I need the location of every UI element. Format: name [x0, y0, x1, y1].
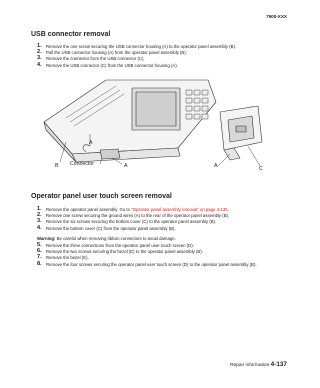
panel-steps-list-continued [37, 243, 277, 268]
step-text: Remove the six screws securing the bottom cover (C) to the operator panel assembly (B). [46, 219, 217, 225]
usb-step-4 [37, 63, 277, 69]
warning-note [37, 236, 277, 242]
step-text: Remove the connector from the USB connector (C). [46, 56, 145, 62]
step-number: 5. [37, 242, 42, 248]
model-number: 7500-XXX [266, 14, 287, 19]
usb-housing [100, 149, 120, 159]
step-number: 2. [37, 212, 42, 219]
step-number: 1. [37, 206, 42, 212]
step-text-lead: Remove the operator panel assembly. Go to [46, 207, 132, 212]
usb-step-1 [37, 44, 277, 50]
step-number: 6. [37, 248, 42, 255]
warning-label: Warning: [37, 236, 56, 241]
panel-step-4 [37, 226, 277, 232]
usb-steps-list [37, 44, 277, 69]
label-b: B [55, 163, 59, 169]
step-text: Remove the two screws securing the bezel (E) to the operator panel assembly (B). [46, 249, 203, 255]
label-a-mid: A [124, 163, 128, 169]
step-text: Remove the three connections from the operator panel user touch screen (D). [46, 243, 194, 248]
usb-connector [236, 126, 246, 132]
page-reference-link[interactable]: "Operator panel assembly removal" on page 4-136 [131, 207, 228, 212]
panel-step-7 [37, 255, 277, 261]
page-number: 4-137 [270, 361, 287, 368]
panel-step-8 [37, 262, 277, 268]
step-number: 4. [37, 61, 42, 68]
usb-section-title: USB connector removal [31, 31, 111, 38]
step-number: 3. [37, 55, 42, 62]
step-text: Pull the USB connector housing (A) from the operator panel assembly (B). [46, 50, 187, 56]
usb-connector-figure [30, 72, 270, 182]
step-number: 1. [37, 43, 42, 49]
step-text: Remove the bottom cover (C) from the operator panel assembly (B). [46, 225, 176, 231]
usb-step-3 [37, 56, 277, 62]
panel-step-1 [37, 207, 277, 213]
label-a-right: A [214, 163, 218, 169]
label-a-left: A [89, 140, 93, 146]
step-text: Remove the USB connector (C) from the USB connector housing (A). [46, 62, 178, 68]
label-c: C [259, 166, 263, 172]
panel-step-5 [37, 243, 277, 249]
step-number: 2. [37, 49, 42, 56]
usb-connector-tab [224, 148, 240, 160]
panel-steps-list [37, 207, 277, 232]
step-number: 4. [37, 224, 42, 231]
step-text: Remove the four screws securing the operator panel user touch screen (D) to the operator panel assembly (B). [46, 261, 257, 267]
step-text: Remove one screw securing the ground wires (A) to the rear of the operator panel assembly (B). [46, 213, 230, 219]
usb-step-2 [37, 50, 277, 56]
operator-panel-illustration [30, 72, 270, 182]
warning-text: Be careful when removing ribbon connectors to avoid damage. [55, 236, 176, 241]
step-text-suffix: . [227, 207, 229, 212]
step-number: 7. [37, 254, 42, 261]
step-number: 8. [37, 260, 42, 267]
step-text: Remove the one screw securing the USB connector housing (A) to the operator panel assembly (B). [46, 44, 237, 49]
footer-section: Repair information [230, 363, 270, 368]
panel-section-title: Operator panel user touch screen removal [31, 193, 172, 200]
panel-step-3 [37, 219, 277, 225]
page-footer [230, 361, 287, 368]
panel-step-6 [37, 249, 277, 255]
step-number: 3. [37, 218, 42, 225]
panel-step-2 [37, 213, 277, 219]
label-connector: Connector [70, 161, 94, 167]
step-text [46, 207, 277, 213]
step-text: Remove the bezel (E). [46, 255, 89, 261]
touch-screen-inner [136, 92, 176, 126]
